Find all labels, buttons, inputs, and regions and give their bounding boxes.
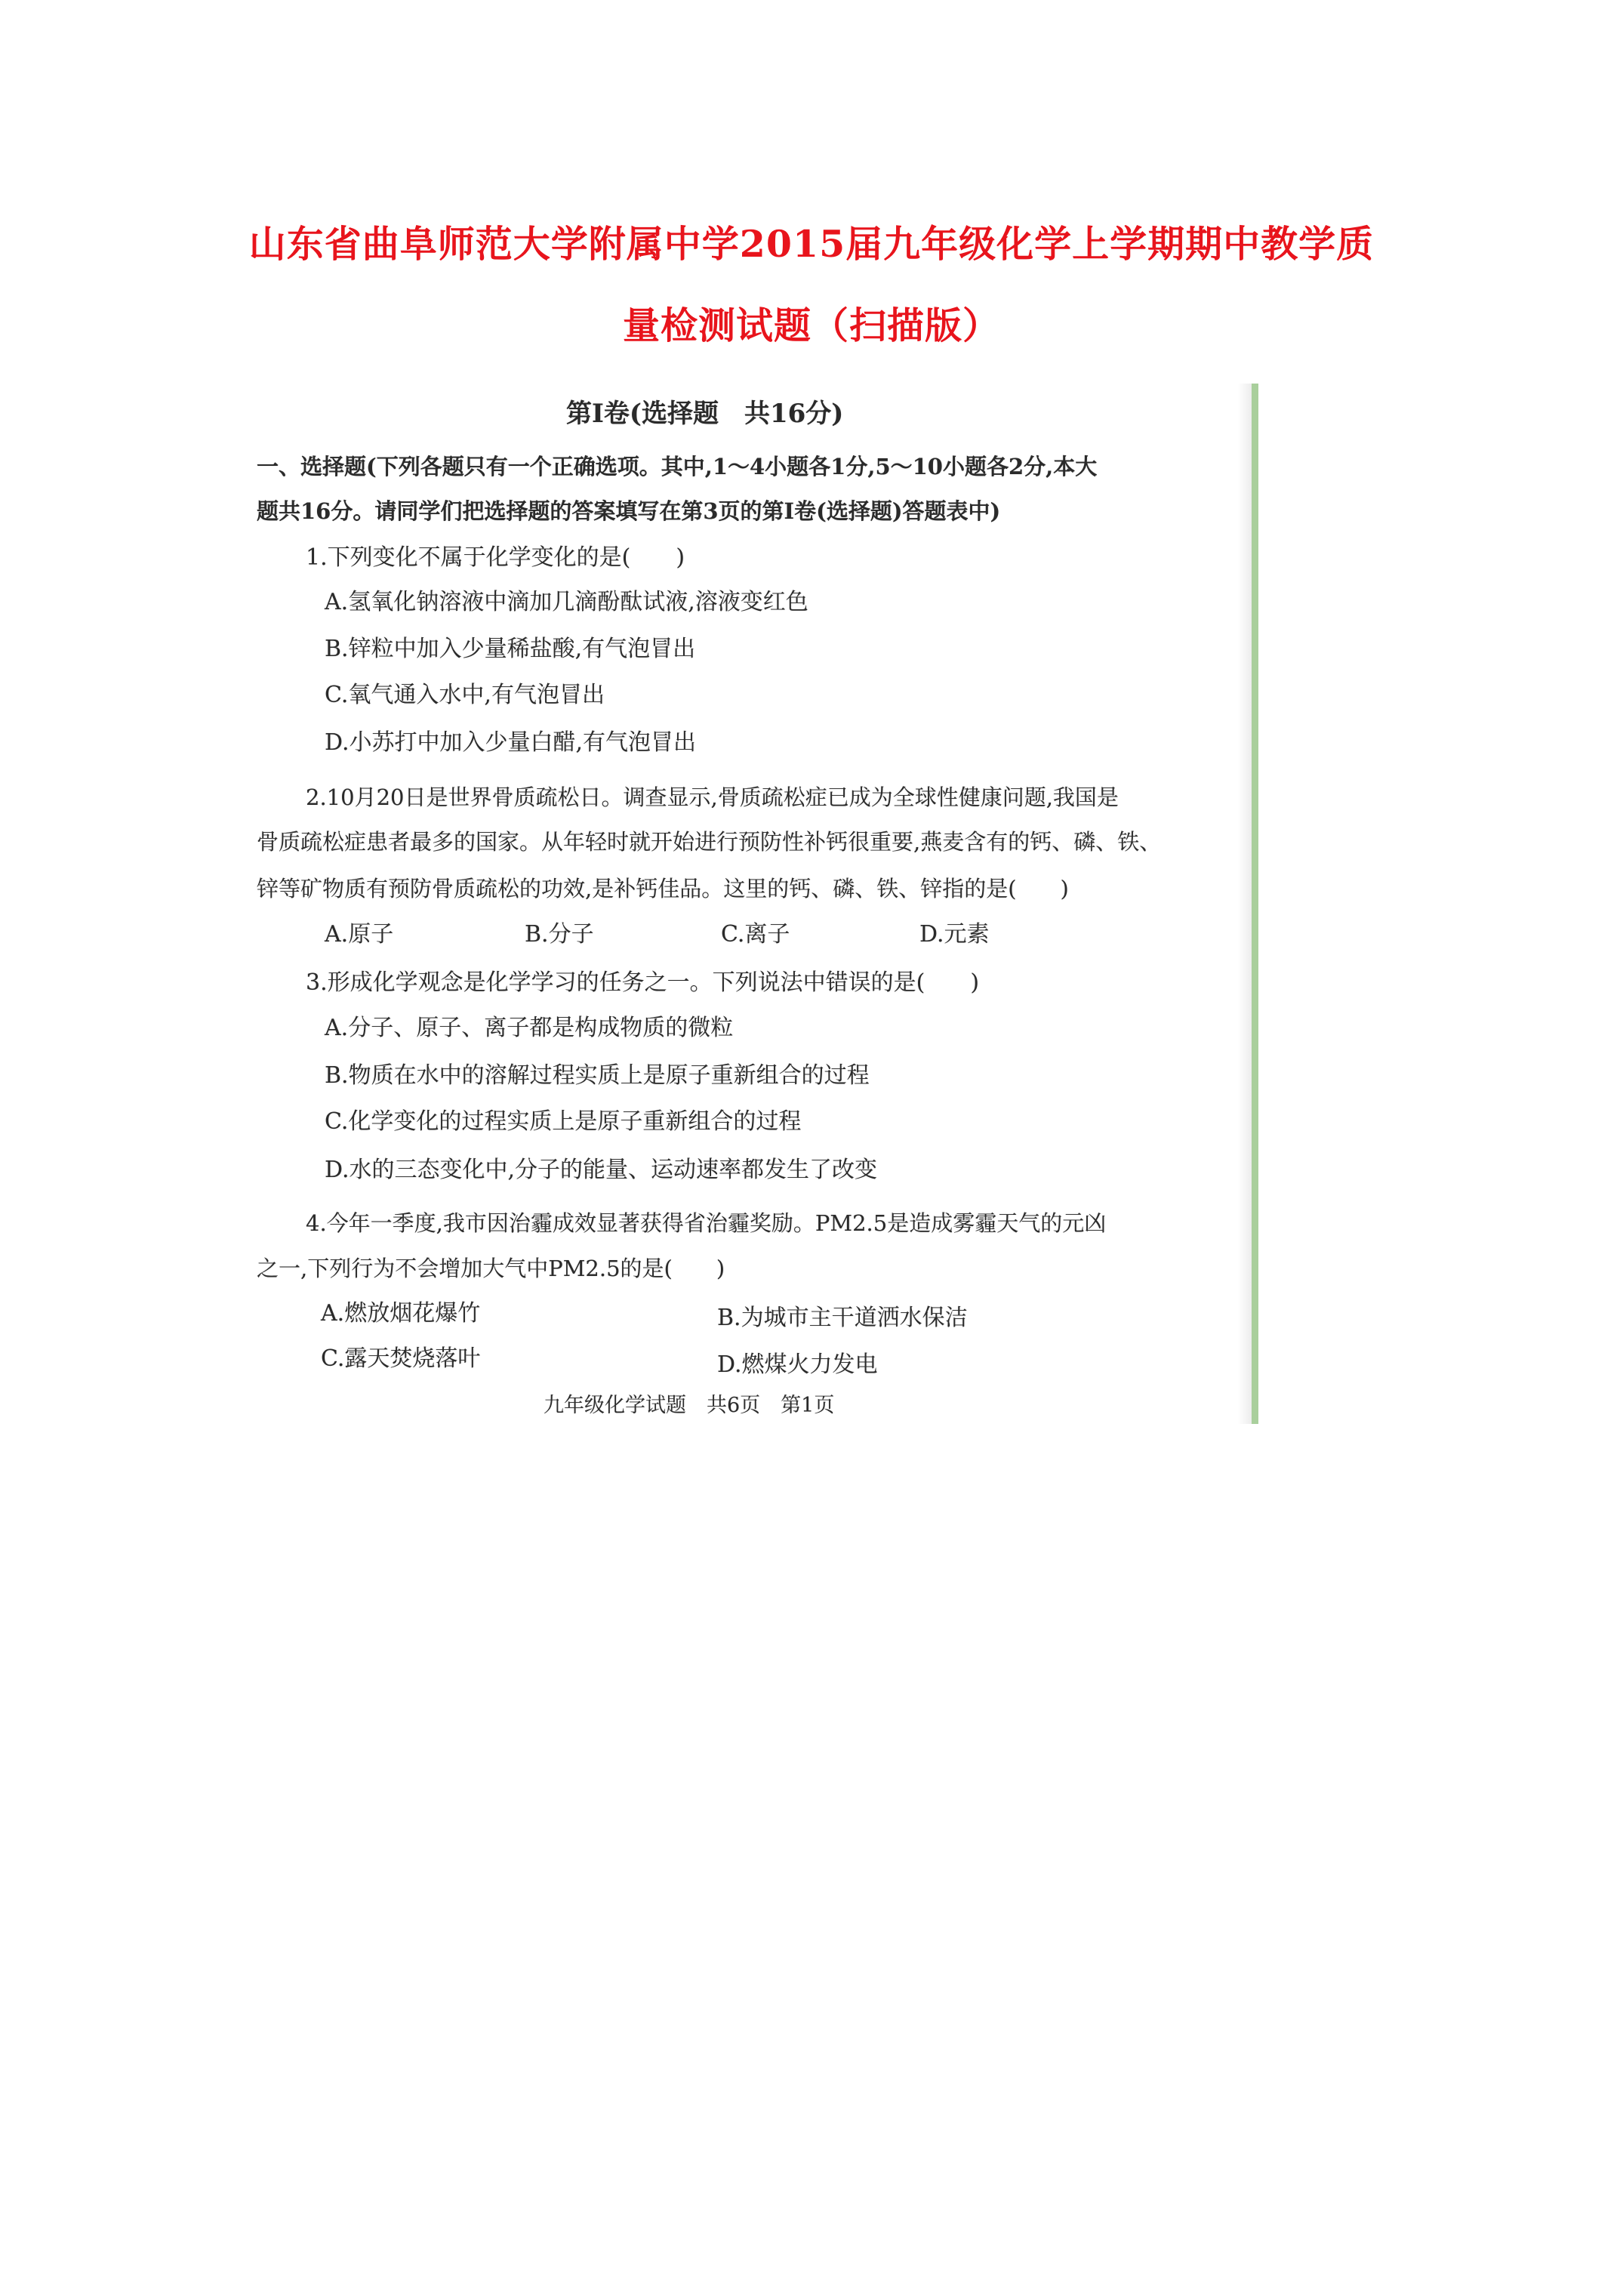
question-2-option-b: B.分子 xyxy=(525,921,594,948)
page-footer: 九年级化学试题 共6页 第1页 xyxy=(544,1394,835,1417)
question-1-option-b: B.锌粒中加入少量稀盐酸,有气泡冒出 xyxy=(325,636,696,662)
question-2-option-c: C.离子 xyxy=(721,921,790,948)
question-4-option-a: A.燃放烟花爆竹 xyxy=(321,1300,481,1327)
question-1-option-a: A.氢氧化钠溶液中滴加几滴酚酞试液,溶液变红色 xyxy=(325,589,808,615)
question-4-option-c: C.露天焚烧落叶 xyxy=(321,1345,481,1372)
instructions-line-1: 一、选择题(下列各题只有一个正确选项。其中,1～4小题各1分,5～10小题各2分,本大 xyxy=(257,454,1098,479)
question-1-stem: 1.下列变化不属于化学变化的是( ) xyxy=(306,544,685,571)
question-4-option-b: B.为城市主干道洒水保洁 xyxy=(717,1305,968,1331)
scan-green-edge xyxy=(1252,384,1258,1424)
document-title-line-2: 量检测试题（扫描版） xyxy=(622,304,1000,347)
question-3-option-c: C.化学变化的过程实质上是原子重新组合的过程 xyxy=(325,1108,802,1135)
question-1-option-d: D.小苏打中加入少量白醋,有气泡冒出 xyxy=(325,729,697,756)
question-2-stem-line-3: 锌等矿物质有预防骨质疏松的功效,是补钙佳品。这里的钙、磷、铁、锌指的是( ) xyxy=(257,876,1069,901)
question-4-stem-line-2: 之一,下列行为不会增加大气中PM2.5的是( ) xyxy=(257,1256,725,1281)
document-title-line-1: 山东省曲阜师范大学附属中学2015届九年级化学上学期期中教学质 xyxy=(248,222,1375,266)
question-2-option-d: D.元素 xyxy=(919,921,990,948)
question-4-option-d: D.燃煤火力发电 xyxy=(717,1351,878,1378)
question-3-stem: 3.形成化学观念是化学学习的任务之一。下列说法中错误的是( ) xyxy=(306,969,980,996)
question-1-option-c: C.氧气通入水中,有气泡冒出 xyxy=(325,682,605,708)
question-2-stem-line-1: 2.10月20日是世界骨质疏松日。调查显示,骨质疏松症已成为全球性健康问题,我国是 xyxy=(306,784,1119,810)
question-3-option-d: D.水的三态变化中,分子的能量、运动速率都发生了改变 xyxy=(325,1157,878,1183)
section-title: 第Ⅰ卷(选择题 共16分) xyxy=(566,399,844,429)
question-3-option-a: A.分子、原子、离子都是构成物质的微粒 xyxy=(325,1015,734,1041)
scan-shadow xyxy=(1238,384,1252,1424)
question-2-option-a: A.原子 xyxy=(325,921,394,948)
instructions-line-2: 题共16分。请同学们把选择题的答案填写在第3页的第Ⅰ卷(选择题)答题表中) xyxy=(257,498,1001,524)
question-2-stem-line-2: 骨质疏松症患者最多的国家。从年轻时就开始进行预防性补钙很重要,燕麦含有的钙、磷、铁、 xyxy=(257,829,1162,855)
question-4-stem-line-1: 4.今年一季度,我市因治霾成效显著获得省治霾奖励。PM2.5是造成雾霾天气的元凶 xyxy=(306,1210,1107,1236)
question-3-option-b: B.物质在水中的溶解过程实质上是原子重新组合的过程 xyxy=(325,1062,870,1089)
